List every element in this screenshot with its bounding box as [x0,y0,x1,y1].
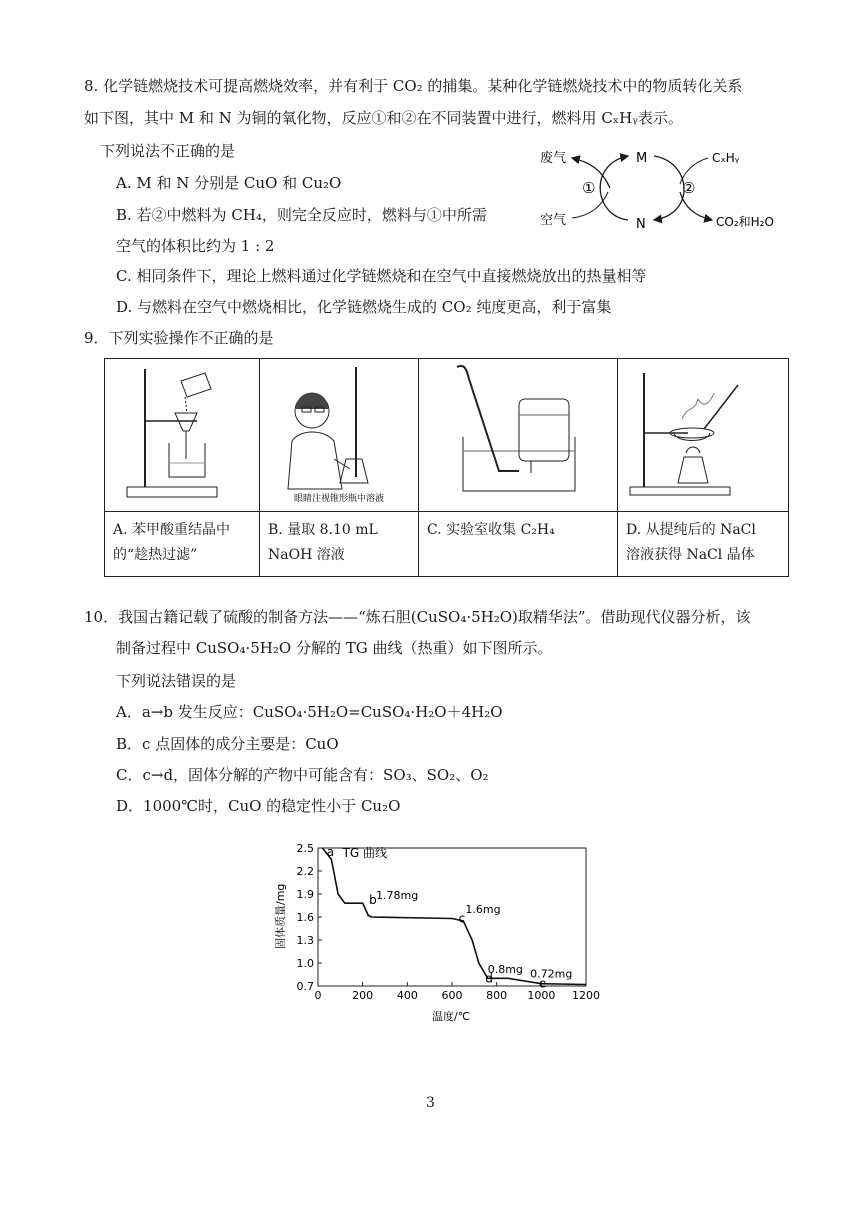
reaction-2-label: ② [682,179,696,197]
hot-filtration-figure [105,359,259,511]
right-cycle-arrow [654,156,684,220]
q10-option-d: D．1000℃时，CuO 的稳定性小于 Cu₂O [116,797,401,815]
reaction-1-label: ① [582,179,596,197]
q10-option-b: B．c 点固体的成分主要是：CuO [116,735,339,753]
y-tick-label: 1.9 [296,888,314,901]
products-label: CO₂和H₂O [716,215,774,229]
chart-title: TG 曲线 [342,846,388,861]
q9-figure-c [419,359,618,512]
q9-options-table [104,358,789,577]
left-cycle-arrow [600,156,628,220]
x-tick-label: 1200 [572,989,600,1002]
y-tick-label: 2.5 [296,842,314,855]
mass-annotation: 0.8mg [487,962,523,976]
q9-option-a [105,512,260,577]
waste-gas-label: 废气 [540,151,567,166]
x-tick-label: 200 [352,989,374,1002]
q10-line2: 制备过程中 CuSO₄·5H₂O 分解的 TG 曲线（热重）如下图所示。 [116,639,553,657]
q8-option-c: C. 相同条件下，理论上燃料通过化学链燃烧和在空气中直接燃烧放出的热量相等 [116,267,647,285]
x-tick-label: 0 [314,989,322,1002]
n-label: N [636,217,646,232]
q9-option-b-line2: NaOH 溶液 [268,547,345,563]
chemical-looping-diagram [532,140,792,236]
q9-option-a-line1: A. 苯甲酸重结晶中 [113,522,231,538]
mass-annotation: 1.78mg [376,889,419,903]
q9-figure-a [105,359,260,512]
q9-figure-d [618,359,789,512]
q10-stem: 下列说法错误的是 [116,672,237,690]
q8-stem: 下列说法不正确的是 [100,142,236,160]
q10-option-c: C．c→d，固体分解的产物中可能含有：SO₃、SO₂、O₂ [116,766,489,784]
y-axis-label: 固体质量/mg [274,883,287,949]
q8-line1: 8. 化学链燃烧技术可提高燃烧效率，并有利于 CO₂ 的捕集。某种化学链燃烧技术中的物质转化关系 [84,77,743,95]
page-number: 3 [426,1095,435,1111]
y-tick-label: 1.0 [296,957,314,970]
tg-curve [323,848,587,985]
x-tick-label: 600 [441,989,463,1002]
q9-option-d-line2: 溶液获得 NaCl 晶体 [626,547,755,563]
point-label-b: b [369,893,377,908]
q9-option-b-line1: B. 量取 8.10 mL [268,522,378,538]
q9-option-c-line1: C. 实验室收集 C₂H₄ [427,522,555,538]
y-tick-label: 1.6 [296,911,314,924]
q8-option-b-line2: 空气的体积比约为 1 : 2 [116,237,275,255]
q10-option-a: A．a→b 发生反应：CuSO₄·5H₂O=CuSO₄·H₂O＋4H₂O [116,703,503,721]
tg-chart [268,838,608,1028]
y-tick-label: 1.3 [296,934,314,947]
y-tick-label: 0.7 [296,980,314,993]
q9-figure-b [260,359,419,512]
titration-figure [260,359,418,511]
point-label-a: a [326,844,335,859]
fuel-label: CₓHᵧ [712,151,740,165]
x-tick-label: 1000 [527,989,556,1002]
q9-option-d [618,512,789,577]
point-label-c: c [458,911,466,926]
q9-option-c [419,512,618,577]
q9-option-d-line1: D. 从提纯后的 NaCl [626,522,756,538]
x-axis-label: 温度/℃ [432,1010,471,1023]
q9-stem: 9．下列实验操作不正确的是 [84,329,274,347]
q8-option-b-line1: B. 若②中燃料为 CH₄，则完全反应时，燃料与①中所需 [116,206,487,224]
x-tick-label: 400 [396,989,418,1002]
mass-annotation: 1.6mg [465,903,501,916]
plot-frame [318,848,586,986]
gas-collection-figure [419,359,617,511]
q8-option-a: A. M 和 N 分别是 CuO 和 Cu₂O [116,174,342,192]
q8-line2: 如下图，其中 M 和 N 为铜的氧化物，反应①和②在不同装置中进行，燃料用 CₓHᵧ表示。 [84,109,683,127]
q10-line1: 10．我国古籍记载了硫酸的制备方法——“炼石胆(CuSO₄·5H₂O)取精华法”。借助现代仪器分析，该 [84,608,751,626]
evaporation-figure [618,359,788,511]
point-label-e: e [538,976,547,991]
point-label-d: d [485,971,493,986]
q9-option-b [260,512,419,577]
m-label: M [636,151,648,166]
y-tick-label: 2.2 [296,865,314,878]
mass-annotation: 0.72mg [530,967,573,981]
q8-option-d: D. 与燃料在空气中燃烧相比，化学链燃烧生成的 CO₂ 纯度更高，利于富集 [116,298,612,316]
q9-option-a-line2: 的“趁热过滤” [113,547,198,563]
x-tick-label: 800 [486,989,508,1002]
figure-b-caption: 眼睛注视锥形瓶中溶液 [293,494,385,504]
air-label: 空气 [540,213,567,228]
